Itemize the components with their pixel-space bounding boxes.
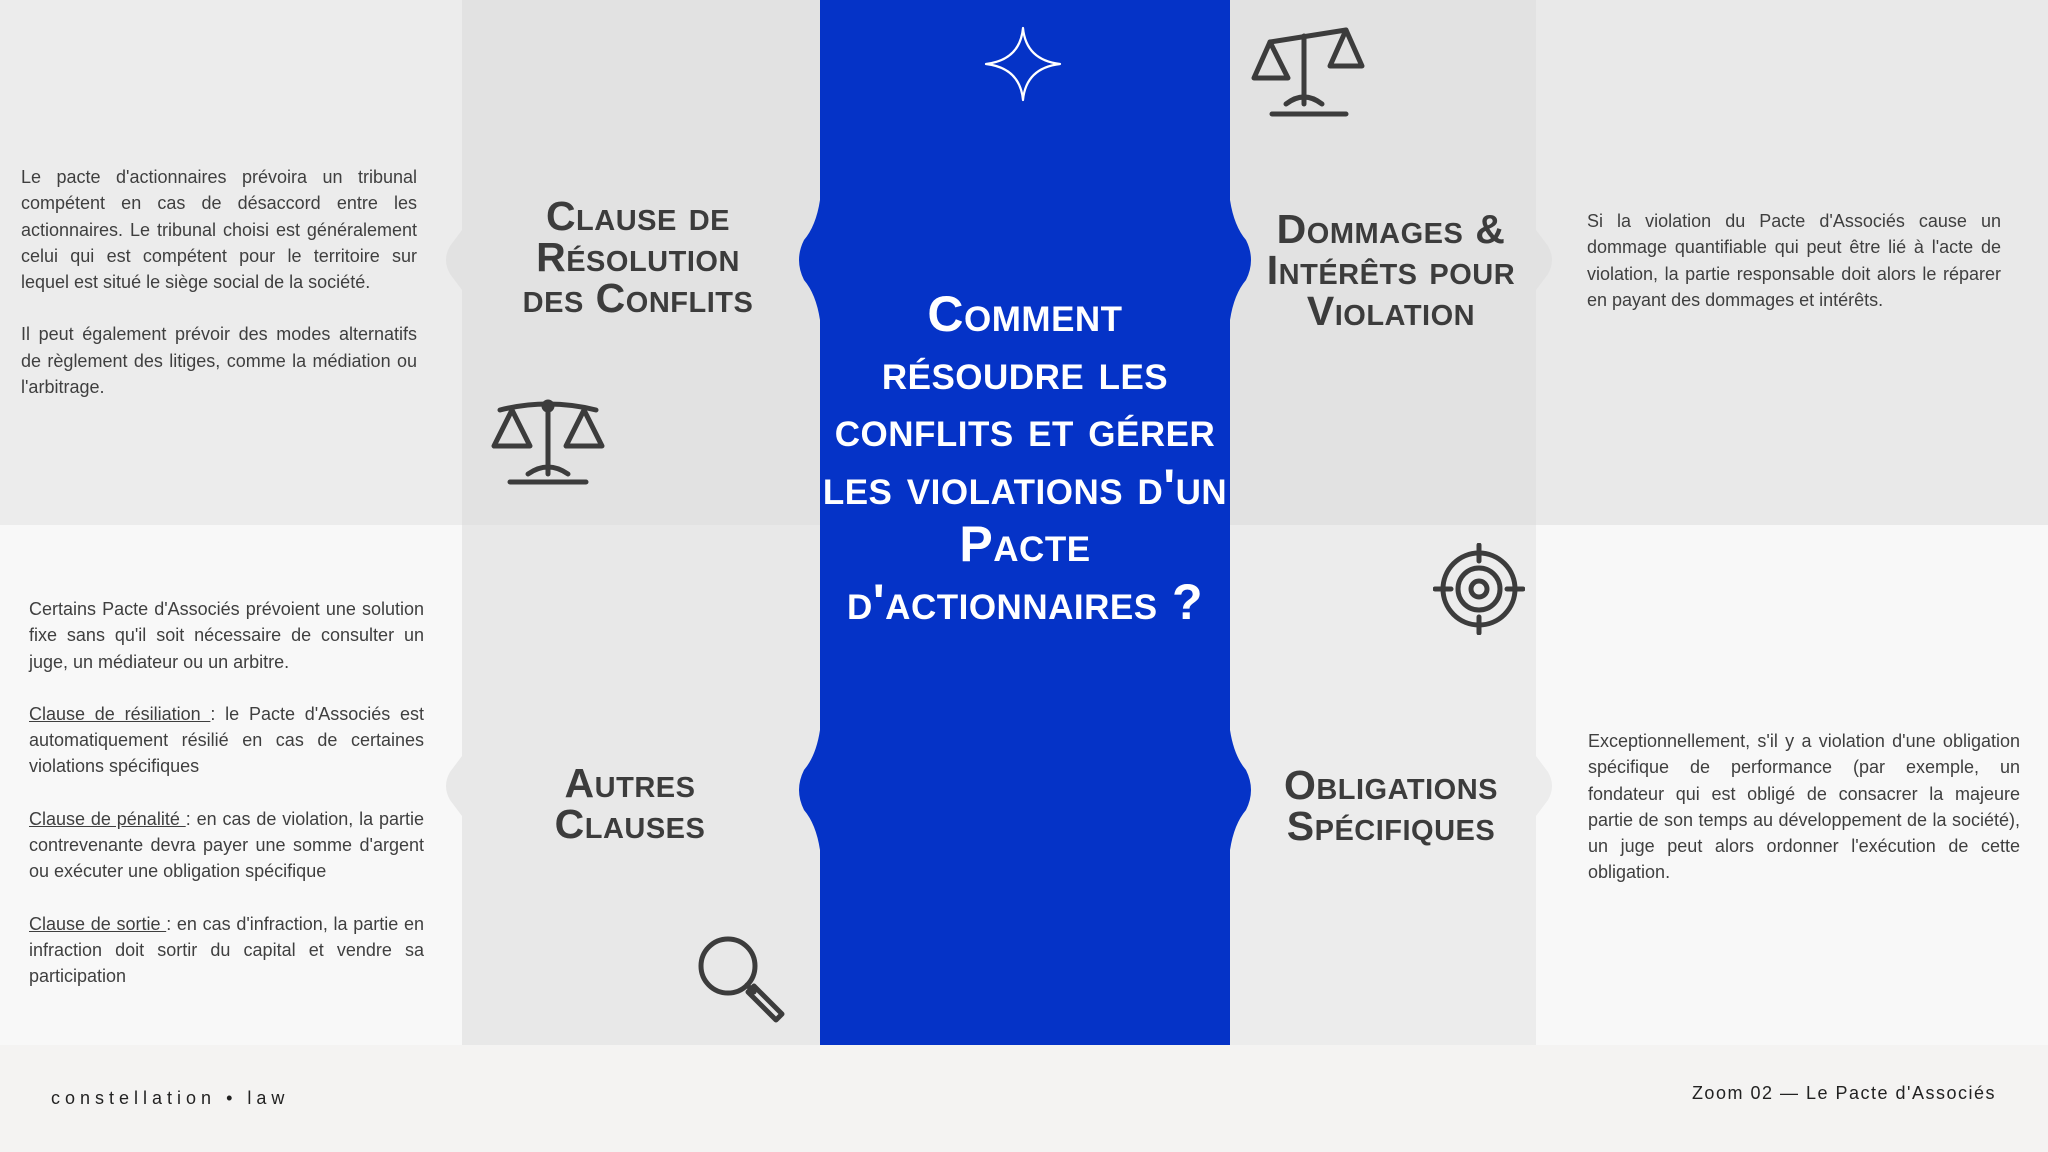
heading-resolution: Clause de Résolution des Conflits <box>522 193 754 321</box>
zoom-label: Zoom 02 — Le Pacte d'Associés <box>1691 1083 1996 1103</box>
heading-obligations: Obligations Spécifiques <box>1283 762 1499 849</box>
clause-label: Clause de résiliation <box>29 703 211 724</box>
text-dommages <box>1587 208 2001 313</box>
paragraph: Le pacte d'actionnaires prévoira un tribunal compétent en cas de désaccord entre les actionnaires. Le tribunal choisi est généralement celui qui est compétent pour le territoire sur lequel est situé le siège social de la société. <box>21 167 417 293</box>
paragraph: Si la violation du Pacte d'Associés cause un dommage quantifiable qui peut être lié à l'acte de violation, la partie responsable doit alors le réparer en payant des dommages et intérêts. <box>1587 211 2001 310</box>
scales-icon <box>1250 22 1368 120</box>
paragraph-intro: Certains Pacte d'Associés prévoient une solution fixe sans qu'il soit nécessaire de consulter un juge, un médiateur ou un arbitre. <box>29 599 424 672</box>
clause-text: : le Pacte d'Associés est automatiquement résilié en cas de certaines violations spécifiques <box>29 703 425 777</box>
clause-text: : en cas d'infraction, la partie en infraction doit sortir du capital et vendre sa participation <box>29 913 424 987</box>
clause-label: Clause de sortie <box>29 913 167 934</box>
clause-penalite <box>29 806 424 885</box>
scales-icon <box>488 398 608 488</box>
clause-resiliation <box>29 701 424 780</box>
heading-dommages: Dommages & Intérêts pour Violation <box>1266 206 1516 334</box>
text-obligations <box>1588 728 2020 886</box>
text-autres <box>29 596 424 990</box>
paragraph: Exceptionnellement, s'il y a violation d'une obligation spécifique de performance (par exemple, un fondateur qui est obligé de consacrer la majeure partie de son temps au développement de la société), un juge peut alors ordonner l'exécution de cette obligation. <box>1588 731 2020 883</box>
center-title: Comment résoudre les conflits et gérer les violations d'un Pacte d'actionnaires ? <box>822 286 1228 630</box>
clause-label: Clause de pénalité <box>29 808 186 829</box>
notch-resolution <box>446 230 462 290</box>
paragraph: Il peut également prévoir des modes alternatifs de règlement des litiges, comme la médiation ou l'arbitrage. <box>21 324 417 398</box>
clause-text: : en cas de violation, la partie contrevenante devra payer une somme d'argent ou exécuter une obligation spécifique <box>29 808 425 882</box>
magnifier-icon <box>696 934 788 1026</box>
heading-autres: Autres Clauses <box>554 760 706 847</box>
text-resolution <box>21 164 417 400</box>
notch-dommages <box>1536 230 1552 290</box>
brand-name: constellation • law <box>51 1088 290 1108</box>
notch-autres <box>446 756 462 816</box>
notch-obligations <box>1536 756 1552 816</box>
target-icon <box>1433 543 1525 635</box>
clause-sortie <box>29 911 424 990</box>
sparkle-icon <box>984 26 1062 102</box>
